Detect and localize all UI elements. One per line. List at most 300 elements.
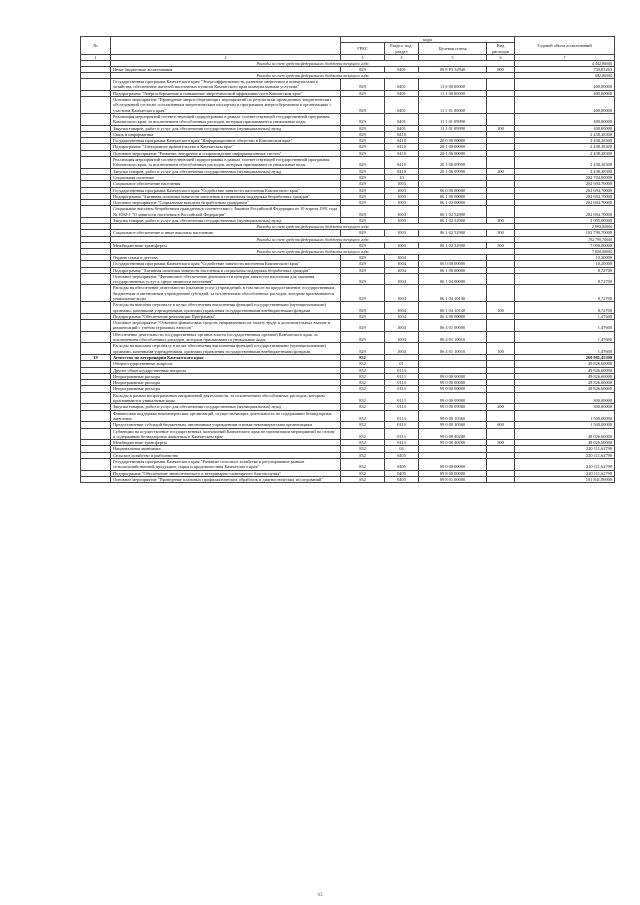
row-amount: 1,47600: [515, 331, 615, 343]
row-grbs: 832: [341, 440, 385, 446]
row-number: [81, 428, 111, 440]
row-name: Основное мероприятие "Социальные выплаты безработным гражданам": [111, 200, 341, 206]
row-name: Основное мероприятие "Развитие, внедрение и сопровождение информационных систем": [111, 150, 341, 156]
row-expense-type: 300: [487, 230, 515, 236]
row-name: Субвенции на осуществление государственных полномочий Камчатского края по организации мероприятий по отлову и содержанию безнадзорных животных в Камчатском крае: [111, 428, 341, 440]
row-target-article: 06 1 02 52900: [419, 242, 487, 248]
row-razdel: 0113: [385, 380, 419, 386]
row-expense-type: [487, 459, 515, 471]
row-grbs: 832: [341, 428, 385, 440]
row-name: Другие общегосударственные вопросы: [111, 367, 341, 373]
row-amount: 1 500,00000: [515, 410, 615, 422]
budget-table: [80, 36, 615, 483]
row-amount: 48 026,60000: [515, 440, 615, 446]
budget-row: [81, 343, 615, 355]
row-target-article: 09 8 01 00000: [419, 476, 487, 482]
row-grbs: 829: [341, 285, 385, 302]
row-name: Межбюджетные трансферты: [111, 242, 341, 248]
row-grbs: 829: [341, 90, 385, 96]
row-target-article: 99 0 00 00000: [419, 373, 487, 379]
row-amount: 692,80000: [515, 73, 615, 79]
row-expense-type: [487, 331, 515, 343]
row-amount: 192 799,70000: [515, 230, 615, 236]
row-razdel: 1004: [385, 267, 419, 273]
row-amount: 49 826,60000: [515, 367, 615, 373]
header-cs: Целевая статья: [419, 43, 487, 55]
row-target-article: 06 4 01 10010: [419, 343, 487, 355]
row-amount: 220 111,62790: [515, 452, 615, 458]
row-razdel: 1003: [385, 242, 419, 248]
row-name: Основное мероприятие "Финансовое обеспечение деятельности центров занятости населения для оказания государственных услуг в сфере занятости населения": [111, 273, 341, 285]
row-name: Государственная программа Камчатского края "Информационное общество в Камчатском крае": [111, 138, 341, 144]
row-amount: 220 111,62790: [515, 459, 615, 471]
row-razdel: 0401: [385, 125, 419, 131]
budget-row: [81, 285, 615, 302]
row-amount: 2 995,00000: [515, 218, 615, 224]
header-grbs: ГРБС: [341, 43, 385, 55]
row-name: Расходы на обеспечение деятельности (оказание услуг) учреждений, в том числе на предоставление государственным бюджетным и автономным учреждениям субсидий, за исключением обособленных расходов, которым присваиваются уникальные коды: [111, 285, 341, 302]
row-name: Подпрограмма "Энергосбережение и повышение энергетической эффективности в Камчатском крае": [111, 90, 341, 96]
row-name: Основное мероприятие "Проведение энергосберегающих мероприятий по результатам проведенных энергетических обследований согласно составленным энергетическим паспортам и программам энергосбережения в организациях с участием Камчатского края": [111, 97, 341, 114]
row-target-article: 06 1 04 00000: [419, 273, 487, 285]
row-amount: 2 438,28300: [515, 131, 615, 137]
row-number: [81, 392, 111, 404]
row-expense-type: 100: [487, 343, 515, 355]
funding-note: Расходы за счет средств федерального бюджета текущего года: [111, 73, 515, 79]
row-grbs: 832: [341, 373, 385, 379]
row-number: [81, 476, 111, 482]
budget-row: [81, 428, 615, 440]
row-number: [81, 206, 111, 218]
row-expense-type: 200: [487, 218, 515, 224]
row-razdel: 0405: [385, 470, 419, 476]
row-grbs: 829: [341, 157, 385, 169]
row-expense-type: [487, 392, 515, 404]
row-number: [81, 113, 111, 125]
row-target-article: 99 0 00 00000: [419, 386, 487, 392]
row-grbs: 829: [341, 267, 385, 273]
row-razdel: 0113: [385, 373, 419, 379]
row-amount: 10,20000: [515, 261, 615, 267]
row-target-article: 06 1 04 10140: [419, 285, 487, 302]
row-razdel: 1003: [385, 218, 419, 224]
row-razdel: 0410: [385, 157, 419, 169]
row-amount: 400,00000: [515, 97, 615, 114]
row-amount: 8,72700: [515, 285, 615, 302]
row-grbs: 829: [341, 206, 385, 218]
row-razdel: 1004: [385, 320, 419, 332]
row-grbs: 832: [341, 470, 385, 476]
row-name: Финансовая поддержка некоммерческих организаций, осуществляющих деятельность по содержанию безнадзорных животных: [111, 410, 341, 422]
row-name: Закупка товаров, работ и услуг для обеспечения государственных (муниципальных) нужд: [111, 125, 341, 131]
row-name: Расходы в рамках непрограммных направлений деятельности, за исключением обособленных расходов, которым присваиваются уникальные коды: [111, 392, 341, 404]
row-grbs: 829: [341, 331, 385, 343]
row-amount: 49 826,60000: [515, 361, 615, 367]
row-razdel: 0401: [385, 90, 419, 96]
row-amount: 202 694,70000: [515, 181, 615, 187]
row-expense-type: [487, 476, 515, 482]
row-razdel: 0113: [385, 428, 419, 440]
column-number: 2: [111, 54, 341, 60]
page-number: 63: [317, 893, 323, 898]
row-number: [81, 320, 111, 332]
row-amount: 48 026,60000: [515, 428, 615, 440]
row-name: Государственная программа Камчатского края "Энергоэффективность, развитие энергетики и коммунального хозяйства, обеспечение жителей населенных пунктов Камчатского края коммунальными услугами": [111, 79, 341, 91]
row-name: Подпрограмма "Электронное правительство в Камчатском крае": [111, 144, 341, 150]
row-razdel: 0410: [385, 144, 419, 150]
row-target-article: 20 1 00 00000: [419, 144, 487, 150]
row-amount: 400,00000: [515, 90, 615, 96]
row-name: Подпрограмма "Активная политика занятости населения и социальная поддержка безработных граждан": [111, 267, 341, 273]
row-target-article: 06 4 01 00000: [419, 320, 487, 332]
row-amount: 2 438,28300: [515, 157, 615, 169]
row-razdel: 0410: [385, 131, 419, 137]
row-expense-type: [487, 410, 515, 422]
row-target-article: 06 0 00 00000: [419, 187, 487, 193]
budget-row: [81, 97, 615, 114]
row-name: Межбюджетные трансферты: [111, 440, 341, 446]
row-grbs: 832: [341, 361, 385, 367]
column-number: 3: [341, 54, 385, 60]
budget-row: [81, 459, 615, 471]
row-grbs: 829: [341, 313, 385, 319]
row-amount: 7 000,00000: [515, 248, 615, 254]
row-amount: 2 438,28300: [515, 168, 615, 174]
row-expense-type: [487, 113, 515, 125]
row-target-article: 99 0 00 40280: [419, 428, 487, 440]
row-razdel: 0405: [385, 476, 419, 482]
row-grbs: 829: [341, 242, 385, 248]
row-amount: 400,00000: [515, 125, 615, 131]
header-vr: Вид расходов: [487, 43, 515, 55]
row-razdel: 1003: [385, 230, 419, 236]
row-grbs: 829: [341, 254, 385, 260]
row-razdel: 0113: [385, 422, 419, 428]
row-name: Основное мероприятие "Освоение финансовых средств, направленных на оплату труда и дополнительных выплат и компенсаций с учетом страховых взносов": [111, 320, 341, 332]
row-razdel: 0401: [385, 66, 419, 72]
row-grbs: 829: [341, 343, 385, 355]
row-amount: 1,47600: [515, 343, 615, 355]
row-amount: 1,47600: [515, 313, 615, 319]
row-name: Государственная программа Камчатского края "Содействие занятости населения Камчатского края": [111, 187, 341, 193]
row-target-article: 06 1 02 52900: [419, 230, 487, 236]
column-number: 5: [419, 54, 487, 60]
row-target-article: 11 1 01 09990: [419, 125, 487, 131]
budget-row: [81, 79, 615, 91]
row-target-article: 99 0 00 40280: [419, 440, 487, 446]
row-name: Предоставление субсидий бюджетным, автономным учреждениям и иным некоммерческим организациям: [111, 422, 341, 428]
row-expense-type: 100: [487, 302, 515, 314]
row-grbs: 829: [341, 144, 385, 150]
row-amount: 1,47600: [515, 320, 615, 332]
row-number: [81, 331, 111, 343]
row-grbs: 829: [341, 79, 385, 91]
row-razdel: 1004: [385, 302, 419, 314]
header-num: №: [81, 37, 111, 55]
row-number: [81, 157, 111, 169]
row-expense-type: 800: [487, 66, 515, 72]
row-expense-type: [487, 157, 515, 169]
row-expense-type: [487, 79, 515, 91]
row-grbs: 829: [341, 150, 385, 156]
table-body: [81, 60, 615, 482]
header-codes: коды: [341, 37, 515, 43]
row-amount: 400,00000: [515, 79, 615, 91]
row-name: Реализация мероприятий соответствующей подпрограммы в рамках соответствующей государственной программы Камчатского края, за исключением обособленных расходов, которым присваиваются уникальные коды: [111, 113, 341, 125]
column-number: 6: [487, 54, 515, 60]
row-name: Непрограммные расходы: [111, 386, 341, 392]
row-number: [81, 97, 111, 114]
row-grbs: 832: [341, 354, 385, 360]
row-grbs: 829: [341, 261, 385, 267]
row-grbs: 829: [341, 131, 385, 137]
row-grbs: 832: [341, 459, 385, 471]
row-razdel: 1004: [385, 343, 419, 355]
row-name: Закупка товаров, работ и услуг для обеспечения государственных (муниципальных) нужд: [111, 168, 341, 174]
row-name: Социальное обеспечение и иные выплаты населению: [111, 230, 341, 236]
row-grbs: 829: [341, 181, 385, 187]
header-razdel: Раздел, под-раздел: [385, 43, 419, 55]
row-grbs: 829: [341, 187, 385, 193]
budget-row: [81, 302, 615, 314]
row-expense-type: [487, 97, 515, 114]
row-target-article: 06 1 00 00000: [419, 267, 487, 273]
row-razdel: 0113: [385, 386, 419, 392]
row-name: Социальное обеспечение населения: [111, 181, 341, 187]
row-number: [81, 302, 111, 314]
row-grbs: 832: [341, 446, 385, 452]
row-target-article: 20 0 00 00000: [419, 138, 487, 144]
row-amount: 202 694,70000: [515, 193, 615, 199]
row-grbs: 829: [341, 174, 385, 180]
row-grbs: 829: [341, 230, 385, 236]
row-amount: 739,05263: [515, 66, 615, 72]
row-name: Социальные выплаты безработным гражданам в соответствии с Законом Российской Федерации от 19 апреля 1991 года № 1032-1 "О занятости населения в Российской Федерации": [111, 206, 341, 218]
row-target-article: 06 1 00 00000: [419, 193, 487, 199]
row-amount: 202 694,70000: [515, 200, 615, 206]
row-amount: 7 000,00000: [515, 242, 615, 248]
row-grbs: 829: [341, 302, 385, 314]
row-amount: 400,00000: [515, 113, 615, 125]
row-amount: 4 442,80000: [515, 60, 615, 66]
row-razdel: 1004: [385, 261, 419, 267]
row-number: [81, 343, 111, 355]
row-target-article: 06 4 01 10010: [419, 331, 487, 343]
row-amount: 49 826,60000: [515, 386, 615, 392]
budget-row: [81, 157, 615, 169]
column-number: 1: [81, 54, 111, 60]
row-razdel: 0113: [385, 392, 419, 404]
row-grbs: 829: [341, 113, 385, 125]
row-razdel: 0405: [385, 459, 419, 471]
row-amount: 202 694,70000: [515, 206, 615, 218]
row-number: [81, 459, 111, 471]
row-grbs: 829: [341, 193, 385, 199]
funding-note: Расходы за счет средств федерального бюджета текущего года: [111, 60, 515, 66]
row-razdel: 1004: [385, 331, 419, 343]
row-amount: 8,72700: [515, 273, 615, 285]
column-number: 4: [385, 54, 419, 60]
row-amount: 2 438,28300: [515, 138, 615, 144]
row-target-article: 99 0 00 09980: [419, 404, 487, 410]
row-name: Общегосударственные вопросы: [111, 361, 341, 367]
row-target-article: 06 1 04 10140: [419, 302, 487, 314]
row-grbs: 829: [341, 66, 385, 72]
row-name: Государственная программа Камчатского края "Развитие сельского хозяйства и регулирование рынков сельскохозяйственной продукции, сырья и продовольствия Камчатского края": [111, 459, 341, 471]
budget-row: [81, 320, 615, 332]
row-expense-type: 200: [487, 125, 515, 131]
row-name: Закупка товаров, работ и услуг для обеспечения государственных (муниципальных) нужд: [111, 404, 341, 410]
budget-row: [81, 113, 615, 125]
row-razdel: 0113: [385, 367, 419, 373]
row-target-article: 11 1 00 00000: [419, 90, 487, 96]
row-target-article: 06 1 02 52900: [419, 218, 487, 224]
row-name: Непрограммные расходы: [111, 380, 341, 386]
row-target-article: 99 0 00 10360: [419, 410, 487, 422]
row-target-article: 09 0 00 00000: [419, 459, 487, 471]
row-razdel: 1003: [385, 187, 419, 193]
table-header: [81, 37, 615, 61]
budget-row: [81, 410, 615, 422]
row-name: Подпрограмма "Активная политика занятости населения и социальная поддержка безработных граждан": [111, 193, 341, 199]
row-razdel: 0113: [385, 404, 419, 410]
row-name: Связь и информатика: [111, 131, 341, 137]
row-expense-type: 500: [487, 242, 515, 248]
row-name: Социальная политика: [111, 174, 341, 180]
row-razdel: 0410: [385, 168, 419, 174]
row-expense-type: 600: [487, 422, 515, 428]
row-razdel: 0113: [385, 440, 419, 446]
row-amount: 1 500,00000: [515, 422, 615, 428]
row-name: Государственная программа Камчатского края "Содействие занятости населения Камчатского края": [111, 261, 341, 267]
row-razdel: 1004: [385, 313, 419, 319]
row-razdel: 1003: [385, 200, 419, 206]
row-target-article: 06 1 02 00000: [419, 200, 487, 206]
row-grbs: 829: [341, 125, 385, 131]
row-grbs: 829: [341, 273, 385, 285]
budget-row: [81, 392, 615, 404]
row-name: Сельское хозяйство и рыболовство: [111, 452, 341, 458]
row-amount: 2 438,28300: [515, 150, 615, 156]
budget-document: [80, 36, 614, 483]
budget-row: [81, 206, 615, 218]
row-target-article: 99 0 00 10360: [419, 422, 487, 428]
row-amount: 202 704,90000: [515, 174, 615, 180]
row-grbs: 832: [341, 380, 385, 386]
row-name: Расходы на выплаты персоналу в целях обеспечения выполнения функций государственными (муниципальными) органами, казенными учреждениями, органами управления государственными внебюджетными фондами: [111, 343, 341, 355]
row-grbs: 832: [341, 367, 385, 373]
row-razdel: 1004: [385, 254, 419, 260]
row-number: [81, 285, 111, 302]
row-name: Охрана семьи и детства: [111, 254, 341, 260]
row-name: Агентство по ветеринарии Камчатского края: [111, 354, 341, 360]
row-grbs: 832: [341, 476, 385, 482]
row-amount: 202 694,70000: [515, 187, 615, 193]
row-razdel: 1004: [385, 273, 419, 285]
row-amount: 2 995,00000: [515, 224, 615, 230]
column-number: 7: [515, 54, 615, 60]
row-razdel: 0401: [385, 97, 419, 114]
row-number: 19: [81, 354, 111, 360]
row-target-article: 99 0 00 09980: [419, 392, 487, 404]
row-name: Основное мероприятие "Проведение плановых профилактических обработок и диагностических исследований": [111, 476, 341, 482]
row-expense-type: 200: [487, 168, 515, 174]
row-grbs: 832: [341, 452, 385, 458]
row-amount: 220 111,62790: [515, 470, 615, 476]
row-name: Расходы на выплаты персоналу в целях обеспечения выполнения функций государственными (муниципальными) органами, казенными учреждениями, органами управления государственными внебюджетными фондами: [111, 302, 341, 314]
row-name: Подпрограмма "Обеспечение реализации Программы": [111, 313, 341, 319]
row-name: Непрограммные расходы: [111, 373, 341, 379]
row-target-article: 06 9 Р3 52940: [419, 66, 487, 72]
row-razdel: 1003: [385, 193, 419, 199]
row-amount: 2 438,28300: [515, 144, 615, 150]
row-amount: 300,00000: [515, 392, 615, 404]
row-amount: 300,00000: [515, 404, 615, 410]
row-razdel: 0401: [385, 113, 419, 125]
row-grbs: 829: [341, 200, 385, 206]
row-name: Подпрограмма "Обеспечение эпизоотического и ветеринарно-санитарного благополучия": [111, 470, 341, 476]
row-razdel: 04: [385, 446, 419, 452]
row-grbs: 829: [341, 97, 385, 114]
row-expense-type: 200: [487, 404, 515, 410]
row-razdel: 1004: [385, 285, 419, 302]
row-amount: 8,72700: [515, 267, 615, 273]
row-razdel: 01: [385, 361, 419, 367]
row-razdel: 1003: [385, 181, 419, 187]
funding-note: Расходы за счет средств федерального бюджета текущего года: [111, 248, 515, 254]
funding-note: Расходы за счет средств федерального бюджета текущего года: [111, 236, 515, 242]
row-razdel: 0405: [385, 452, 419, 458]
row-amount: 8,72700: [515, 302, 615, 314]
funding-note: Расходы за счет средств федерального бюджета текущего года: [111, 224, 515, 230]
row-grbs: 832: [341, 392, 385, 404]
row-grbs: 829: [341, 138, 385, 144]
row-expense-type: [487, 320, 515, 332]
row-target-article: 06 0 00 00000: [419, 261, 487, 267]
row-grbs: 832: [341, 386, 385, 392]
row-grbs: 829: [341, 168, 385, 174]
row-razdel: 0410: [385, 150, 419, 156]
row-target-article: 20 1 06 09990: [419, 157, 487, 169]
row-amount: 49 826,60000: [515, 373, 615, 379]
row-target-article: 11 1 01 00000: [419, 97, 487, 114]
row-grbs: 832: [341, 410, 385, 422]
row-target-article: 99 0 00 00000: [419, 380, 487, 386]
header-name: [111, 37, 341, 55]
row-amount: 220 111,62790: [515, 446, 615, 452]
row-expense-type: [487, 428, 515, 440]
row-amount: 192 799,70000: [515, 236, 615, 242]
row-grbs: 832: [341, 422, 385, 428]
row-expense-type: [487, 206, 515, 218]
row-razdel: 1003: [385, 206, 419, 218]
row-amount: 10,20000: [515, 254, 615, 260]
row-name: Закупка товаров, работ и услуг для обеспечения государственных (муниципальных) нужд: [111, 218, 341, 224]
row-target-article: 11 0 00 00000: [419, 79, 487, 91]
row-razdel: 0410: [385, 138, 419, 144]
row-name: Иные бюджетные ассигнования: [111, 66, 341, 72]
budget-row: [81, 273, 615, 285]
row-number: [81, 273, 111, 285]
budget-row: [81, 331, 615, 343]
row-expense-type: [487, 273, 515, 285]
row-razdel: 0113: [385, 410, 419, 422]
row-amount: 181 841,89000: [515, 476, 615, 482]
row-target-article: 20 1 06 00000: [419, 150, 487, 156]
row-amount: 49 826,60000: [515, 380, 615, 386]
row-grbs: 829: [341, 218, 385, 224]
row-name: Национальная экономика: [111, 446, 341, 452]
